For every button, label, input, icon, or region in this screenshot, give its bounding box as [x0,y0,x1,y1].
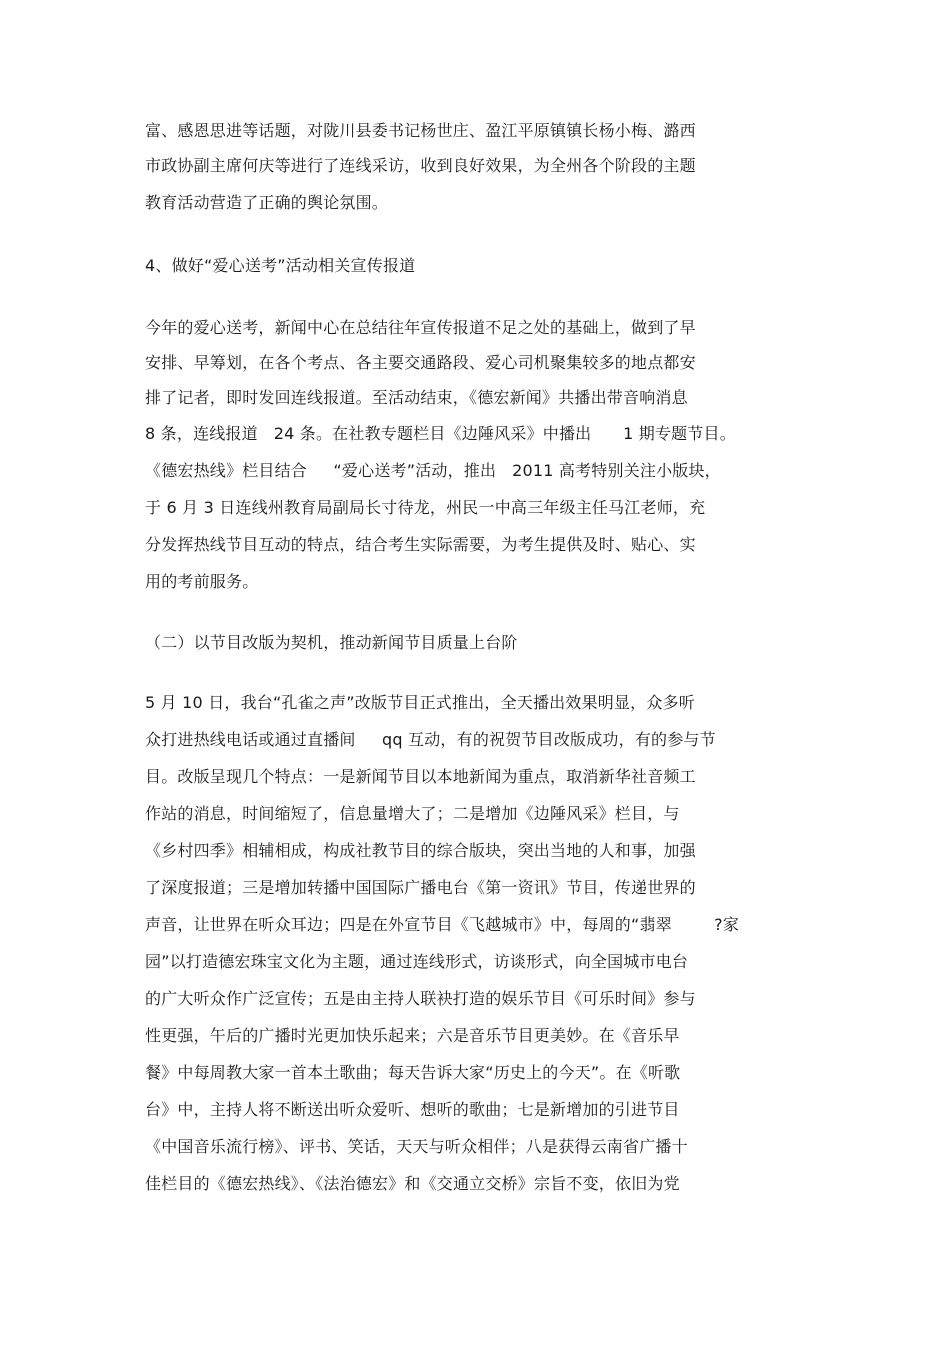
paragraph-line: 5 月 10 日，我台“孔雀之声”改版节目正式推出，全天播出效果明显，众多听 [145,693,695,712]
paragraph-line: 佳栏目的《德宏热线》、《法治德宏》和《交通立交桥》宗旨不变，依旧为党 [145,1174,680,1193]
paragraph-line: 众打进热线电话或通过直播间 qq 互动，有的祝贺节目改版成功，有的参与节 [145,730,716,749]
paragraph-line: 市政协副主席何庆等进行了连线采访，收到良好效果，为全州各个阶段的主题 [145,156,696,175]
paragraph-line: 排了记者，即时发回连线报道。至活动结束，《德宏新闻》共播出带音响消息 [145,388,688,407]
paragraph-line: 台》中，主持人将不断送出听众爱听、想听的歌曲；七是新增加的引进节目 [145,1100,680,1119]
paragraph-line: 分发挥热线节目互动的特点，结合考生实际需要，为考生提供及时、贴心、实 [145,535,696,554]
paragraph-line: 《德宏热线》栏目结合 “爱心送考”活动，推出 2011 高考特别关注小版块， [145,461,721,480]
paragraph-line: 餐》中每周教大家一首本土歌曲；每天告诉大家“历史上的今天”。在《听歌 [145,1063,681,1082]
paragraph-line: 园”以打造德宏珠宝文化为主题，通过连线形式，访谈形式，向全国城市电台 [145,952,689,971]
paragraph-line: 作站的消息，时间缩短了，信息量增大了；二是增加《边陲风采》栏目，与 [145,804,680,823]
paragraph-line: 富、感恩思进等话题，对陇川县委书记杨世庄、盈江平原镇镇长杨小梅、潞西 [145,121,696,140]
paragraph-line: 今年的爱心送考，新闻中心在总结往年宣传报道不足之处的基础上，做到了早 [145,318,696,337]
paragraph-line: 安排、早筹划，在各个考点、各主要交通路段、爱心司机聚集较多的地点都安 [145,353,696,372]
paragraph-line: 的广大听众作广泛宣传；五是由主持人联袂打造的娱乐节目《可乐时间》参与 [145,989,696,1008]
paragraph-line: 8 条，连线报道 24 条。在社教专题栏目《边陲风采》中播出 1 期专题节目。 [145,424,736,443]
paragraph-line: 《乡村四季》相辅相成，构成社教节目的综合版块，突出当地的人和事，加强 [145,841,696,860]
paragraph-line: 于 6 月 3 日连线州教育局副局长寸待龙，州民一中高三年级主任马江老师，充 [145,498,706,517]
paragraph-line: 了深度报道；三是增加转播中国国际广播电台《第一资讯》节目，传递世界的 [145,878,696,897]
paragraph-line: 性更强，午后的广播时光更加快乐起来；六是音乐节目更美妙。在《音乐早 [145,1026,680,1045]
section-heading: 4、做好“爱心送考”活动相关宣传报道 [145,256,416,275]
paragraph-line: 用的考前服务。 [145,572,259,591]
paragraph-line: 教育活动营造了正确的舆论氛围。 [145,193,389,212]
paragraph-line: 目。改版呈现几个特点：一是新闻节目以本地新闻为重点，取消新华社音频工 [145,767,696,786]
paragraph-line: 声音，让世界在听众耳边；四是在外宣节目《飞越城市》中，每周的“翡翠 ?家 [145,915,740,934]
paragraph-line: 《中国音乐流行榜》、评书、笑话，天天与听众相伴；八是获得云南省广播十 [145,1137,688,1156]
section-heading: （二）以节目改版为契机，推动新闻节目质量上台阶 [145,633,518,652]
